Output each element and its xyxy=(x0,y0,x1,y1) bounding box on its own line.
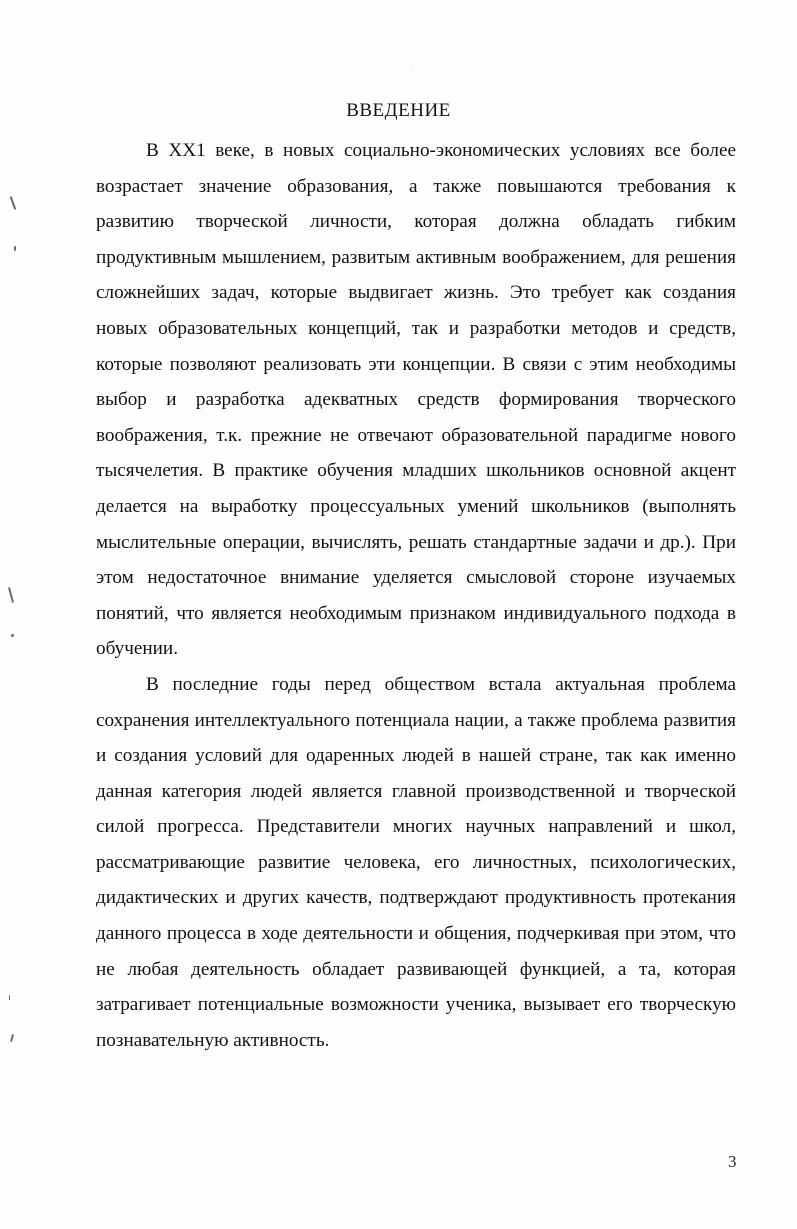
scan-artifact xyxy=(412,66,413,67)
page-number: 3 xyxy=(728,1152,737,1171)
scan-artifact xyxy=(11,634,14,637)
scan-artifact xyxy=(8,587,14,603)
body-text xyxy=(96,133,736,1058)
paragraph-2: В последние годы перед обществом встала актуальная проблема сохранения интеллектуального потенциала нации, а также проблема развития и создания условий для одаренных людей в нашей стране, так как именно данная категория людей является главной производственной и творческой силой прогресса. Представители многих научных направлений и школ, рассматривающие развитие человека, его личностных, психологических, дидактических и других качеств, подтверждают продуктивность протекания данного процесса в ходе деятельности и общения, подчеркивая при этом, что не любая деятельность обладает развивающей функцией, а та, которая затрагивает потенциальные возможности ученика, вызывает его творческую познавательную активность. xyxy=(96,673,736,1051)
scan-artifact xyxy=(10,196,17,210)
scan-artifact xyxy=(14,246,16,251)
paragraph-1: В XX1 веке, в новых социально-экономических условиях все более возрастает значение образования, а также повышаются требования к развитию творческой личности, которая должна обладать гибким продуктивным мышлением, развитым активным воображением, для решения сложнейших задач, которые выдвигает жизнь. Это требует как создания новых образовательных концепций, так и разработки методов и средств, которые позволяют реализовать эти концепции. В связи с этим необходимы выбор и разработка адекватных средств формирования творческого воображения, т.к. прежние не отвечают образовательной парадигме нового тысячелетия. В практике обучения младших школьников основной акцент делается на выработку процессуальных умений школьников (выполнять мыслительные операции, вычислять, решать стандартные задачи и др.). При этом недостаточное внимание уделяется смысловой стороне изучаемых понятий, что является необходимым признаком индивидуального подхода в обучении. xyxy=(96,140,736,660)
scan-artifact xyxy=(9,995,10,1000)
scan-artifact xyxy=(10,1034,14,1042)
page-title: ВВЕДЕНИЕ xyxy=(346,100,451,121)
